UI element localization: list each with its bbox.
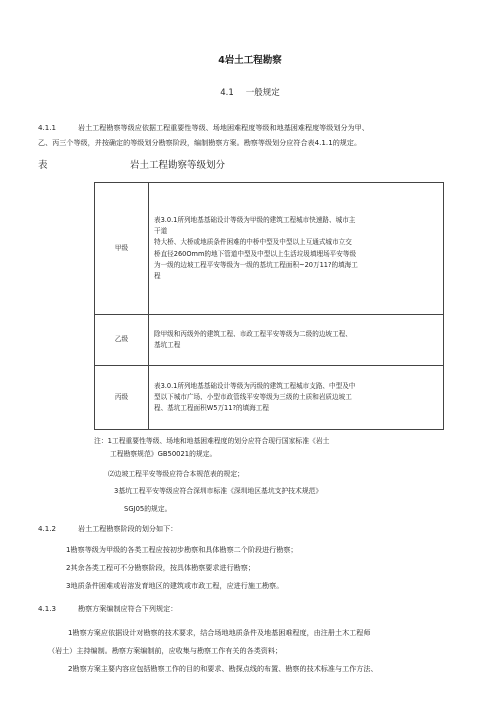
grade-table: [94, 182, 444, 430]
clause-4-1-1-cont: 乙、丙三个等级，并按确定的等级划分勘察阶段，编制勘察方案。勘察等级划分应符合表4.1.1的规定。: [38, 138, 362, 147]
section-heading: [0, 86, 500, 98]
chapter-heading: 4岩土工程勘察: [218, 55, 282, 66]
section-number: 4.1: [220, 88, 234, 98]
description-cell: [149, 366, 444, 430]
clause-4-1-1: [38, 120, 369, 135]
clause-text: 岩土工程勘察阶段的划分如下：: [78, 524, 178, 533]
clause-4-1-2: [38, 521, 177, 536]
list-item: 3地质条件困难或岩溶发育地区的建筑或市政工程，应进行施工勘察。: [66, 581, 284, 590]
description-line: 基坑工程: [154, 341, 181, 349]
note-3-cont: SGJ05的规定。: [124, 505, 172, 513]
clause-number: 4.1.2: [38, 524, 57, 533]
grade-cell: 丙级: [95, 366, 149, 430]
list-item: 2勘察方案主要内容应包括勘察工作的目的和要求、勘探点线的布置、勘察的技术标准与工作方法、: [68, 664, 378, 673]
section-title: 一般规定: [245, 88, 280, 98]
description-line: 程: [154, 271, 161, 280]
table-title: 岩土工程勘察等级划分: [130, 160, 226, 171]
clause-number: 4.1.1: [38, 123, 57, 132]
description-line: 表3.0.1所列地基基础设计等级为丙级的建筑工程城市支路、中型及中: [154, 381, 356, 390]
list-item: 1勘察方案应依据设计对勘察的技术要求，结合场地地质条件及地基困难程度，由注册土木工程师: [68, 628, 371, 637]
table-row: [95, 366, 444, 430]
list-item: 1勘察等级为甲级的各类工程应按初步勘察和具体勘察二个阶段进行勘察；: [66, 545, 298, 554]
clause-4-1-3: [38, 601, 177, 616]
description-line: 除甲级和丙级外的建筑工程、市政工程平安等级为二级的边坡工程、: [154, 329, 352, 338]
note-2: ⑵边坡工程平安等级应符合本规范表的规定；: [108, 470, 244, 478]
table-row: [95, 183, 444, 315]
list-item-cont: （岩土）主持编制。勘察方案编制前，应收集与勘察工作有关的各类资料；: [48, 646, 283, 655]
list-item: 2其余各类工程可不分勘察阶段，按具体勘察要求进行勘察；: [66, 563, 255, 572]
table-label: 表: [38, 160, 48, 171]
description-line: 干道: [154, 227, 168, 236]
clause-text: 勘察方案编制应符合下列规定：: [78, 604, 178, 613]
grade-cell: 乙级: [95, 315, 149, 366]
description-line: 程、基坑工程面积W5万11?的填海工程: [154, 404, 269, 413]
description-cell: [149, 315, 444, 366]
description-line: 为一级的边坡工程平安等级为一级的基坑工程面积~20万11?的填海工: [154, 260, 358, 269]
description-cell: [149, 183, 444, 315]
clause-number: 4.1.3: [38, 604, 57, 613]
clause-text-line1: 岩土工程勘察等级应依据工程重要性等级、场地困难程度等级和地基困难程度等级划分为甲、: [78, 123, 369, 132]
description-line: 表3.0.1所列地基基础设计等级为甲级的建筑工程城市快速路、城市主: [154, 215, 356, 224]
description-line: 桥直径260Omm的地下管道中型及中型以上生活垃圾填埋场平安等级: [154, 249, 357, 258]
note-1: 注：1工程重要性等级、场地和地基困难程度的划分应符合现行国家标准《岩土: [94, 437, 330, 445]
grade-cell: 甲级: [95, 183, 149, 315]
note-3: 3基坑工程平安等级应符合深圳市标准《深圳地区基坑支护技术规范》: [114, 487, 323, 495]
description-line: 型以下城市广场、小型市政管线平安等级为三级的土质和岩质边坡工: [154, 392, 352, 401]
note-1-cont: 工程勘察规范》GB50021的规定。: [110, 450, 217, 458]
table-row: [95, 315, 444, 366]
description-line: 特大桥、大桥或地质条件困难的中桥中型及中型以上互通式城市立交: [154, 238, 352, 247]
